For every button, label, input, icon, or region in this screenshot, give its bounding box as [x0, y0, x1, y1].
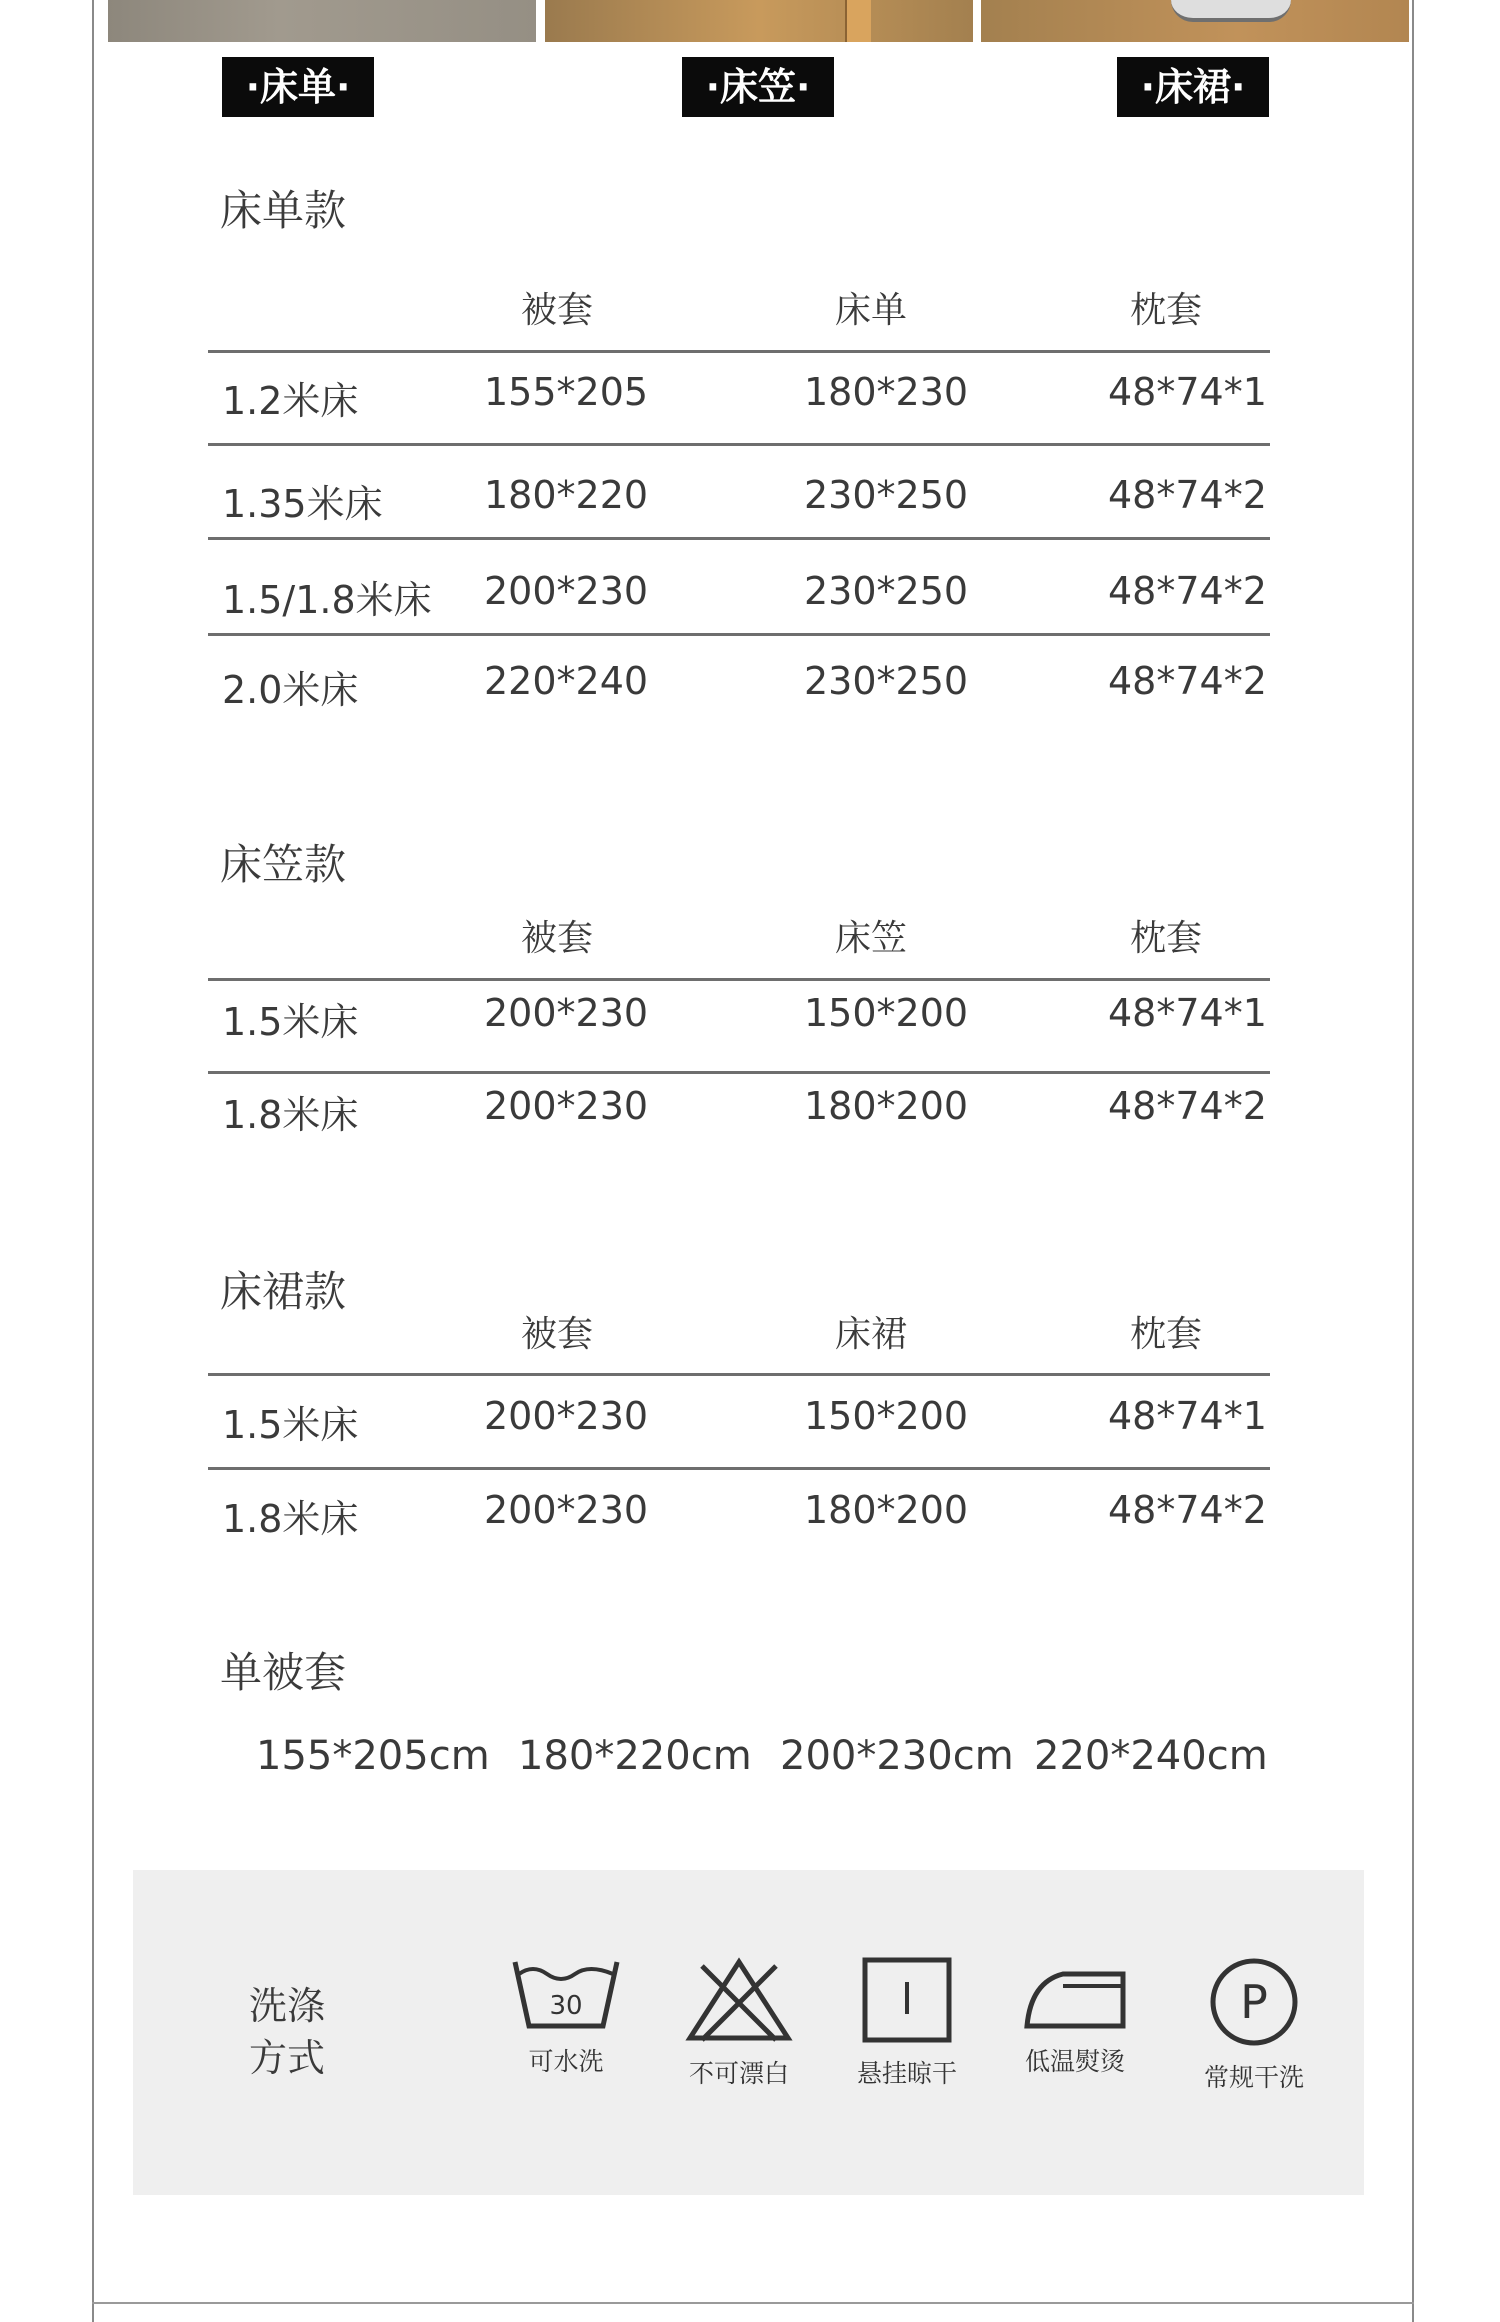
- duvet-size: 155*205: [484, 370, 649, 414]
- bed-skirt-size: 180*200: [804, 1488, 969, 1532]
- quilt-size: 200*230cm: [780, 1733, 1014, 1779]
- pillowcase-size: 48*74*2: [1108, 473, 1267, 517]
- table-divider: [208, 978, 1270, 981]
- table-header: 被套: [520, 1314, 593, 1355]
- table-header: 床单: [834, 290, 907, 331]
- pillowcase-size: 48*74*2: [1108, 659, 1267, 703]
- table-row: [208, 659, 1270, 719]
- sheet-size: 180*230: [804, 370, 969, 414]
- table-divider: [208, 1373, 1270, 1376]
- table-header: 床笠: [834, 918, 907, 959]
- quilt-size: 220*240cm: [1034, 1733, 1268, 1779]
- care-caption: 不可漂白: [688, 2059, 789, 2088]
- pillowcase-size: 48*74*1: [1108, 1394, 1267, 1438]
- quilt-size: 180*220cm: [518, 1733, 752, 1779]
- dry-clean-icon: [1208, 1956, 1300, 2048]
- table-row: [208, 1084, 1270, 1144]
- care-caption: 低温熨烫: [1024, 2047, 1125, 2076]
- no-bleach-icon: [684, 1956, 794, 2044]
- duvet-size: 200*230: [484, 1084, 649, 1128]
- duvet-size: 200*230: [484, 1488, 649, 1532]
- fitted-set-title: 床笠款: [220, 840, 347, 889]
- svg-text:30: 30: [549, 1991, 583, 2021]
- flat-sheet-photo: [108, 0, 536, 42]
- table-divider: [208, 537, 1270, 540]
- care-caption: 悬挂晾干: [856, 2059, 957, 2088]
- hang-dry-icon: [861, 1956, 953, 2044]
- pillowcase-size: 48*74*2: [1108, 1488, 1267, 1532]
- fitted-sheet-size: 180*200: [804, 1084, 969, 1128]
- wash-30-icon: [511, 1956, 621, 2032]
- table-header: 枕套: [1129, 290, 1202, 331]
- table-header: 被套: [520, 918, 593, 959]
- care-label: 洗涤 方式: [249, 1984, 326, 2080]
- bed-size: 1.8米床: [222, 1093, 359, 1137]
- tag-flat-sheet: ·床单·: [222, 57, 374, 117]
- care-caption: 可水洗: [528, 2047, 604, 2076]
- table-row: [208, 473, 1270, 533]
- table-header: 枕套: [1129, 1314, 1202, 1355]
- care-panel: [133, 1870, 1364, 2195]
- table-row: [208, 1394, 1270, 1454]
- table-row: [208, 991, 1270, 1051]
- care-item-dry-clean: [1174, 1956, 1334, 2094]
- bed-size: 2.0米床: [222, 668, 359, 712]
- bed-skirt-photo: [981, 0, 1409, 42]
- sheet-set-title: 床单款: [220, 186, 347, 235]
- duvet-size: 180*220: [484, 473, 649, 517]
- bed-size: 1.35米床: [222, 482, 383, 526]
- bed-size: 1.8米床: [222, 1497, 359, 1541]
- duvet-size: 200*230: [484, 1394, 649, 1438]
- table-row: [208, 569, 1270, 629]
- bed-size: 1.5/1.8米床: [222, 578, 432, 622]
- table-divider: [208, 633, 1270, 636]
- svg-text:P: P: [1240, 1975, 1268, 2029]
- bed-size: 1.5米床: [222, 1000, 359, 1044]
- table-header: 枕套: [1129, 918, 1202, 959]
- pillowcase-size: 48*74*2: [1108, 569, 1267, 613]
- care-item-wash: [486, 1956, 646, 2078]
- bed-size: 1.2米床: [222, 379, 359, 423]
- pillowcase-size: 48*74*1: [1108, 991, 1267, 1035]
- sheet-size: 230*250: [804, 569, 969, 613]
- sheet-size: 230*250: [804, 473, 969, 517]
- tag-fitted-sheet: ·床笠·: [682, 57, 834, 117]
- pillowcase-size: 48*74*1: [1108, 370, 1267, 414]
- bed-skirt-size: 150*200: [804, 1394, 969, 1438]
- duvet-size: 200*230: [484, 569, 649, 613]
- quilt-size: 155*205cm: [256, 1733, 490, 1779]
- duvet-size: 220*240: [484, 659, 649, 703]
- duvet-size: 200*230: [484, 991, 649, 1035]
- table-header: 被套: [520, 290, 593, 331]
- fitted-sheet-photo: [545, 0, 973, 42]
- table-divider: [208, 1467, 1270, 1470]
- care-item-no-bleach: [659, 1956, 819, 2090]
- table-divider: [208, 1071, 1270, 1074]
- low-iron-icon: [1023, 1956, 1127, 2032]
- table-header: 床裙: [834, 1314, 907, 1355]
- table-divider: [208, 443, 1270, 446]
- table-row: [208, 1488, 1270, 1548]
- quilt-cover-title: 单被套: [220, 1648, 347, 1697]
- care-item-hang-dry: [827, 1956, 987, 2090]
- table-divider: [208, 350, 1270, 353]
- fitted-sheet-size: 150*200: [804, 991, 969, 1035]
- table-row: [208, 370, 1270, 430]
- sheet-size: 230*250: [804, 659, 969, 703]
- skirt-set-title: 床裙款: [220, 1267, 347, 1316]
- bottom-rule: [92, 2302, 1414, 2304]
- care-caption: 常规干洗: [1203, 2063, 1304, 2092]
- tag-bed-skirt: ·床裙·: [1117, 57, 1269, 117]
- bed-size: 1.5米床: [222, 1403, 359, 1447]
- care-item-low-iron: [995, 1956, 1155, 2078]
- pillowcase-size: 48*74*2: [1108, 1084, 1267, 1128]
